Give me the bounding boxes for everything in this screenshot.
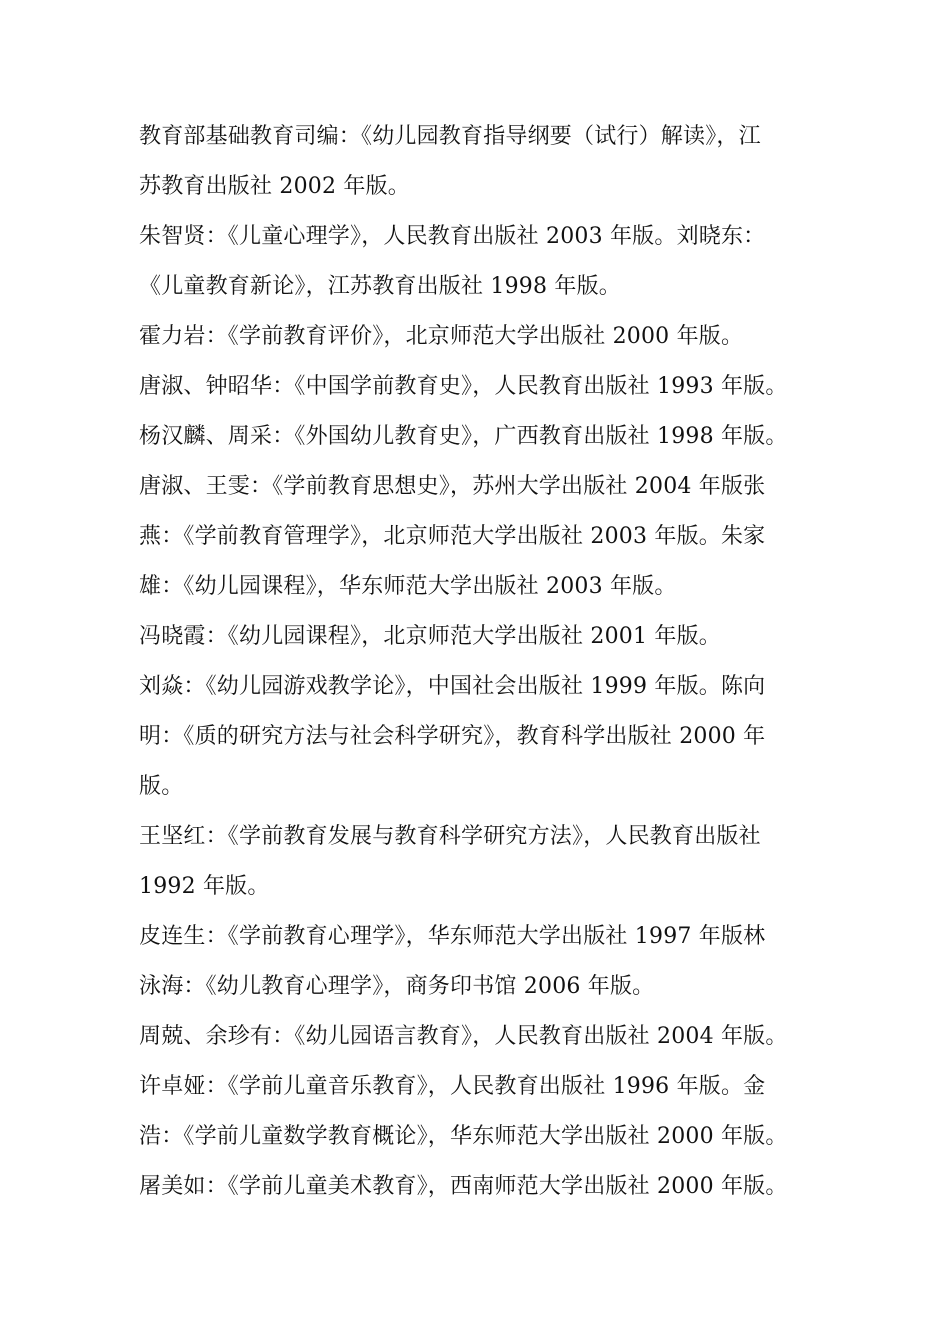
text-line: 许卓娅：《学前儿童音乐教育》，人民教育出版社 1996 年版。金 [139, 1074, 766, 1099]
text-line: 燕：《学前教育管理学》，北京师范大学出版社 2003 年版。朱家 [139, 524, 766, 549]
text-line: 周兢、余珍有：《幼儿园语言教育》，人民教育出版社 2004 年版。 [139, 1024, 788, 1049]
text-line: 朱智贤：《儿童心理学》，人民教育出版社 2003 年版。刘晓东： [139, 224, 766, 249]
text-line: 《儿童教育新论》，江苏教育出版社 1998 年版。 [139, 274, 621, 299]
text-line: 雄：《幼儿园课程》，华东师范大学出版社 2003 年版。 [139, 574, 677, 599]
text-line: 杨汉麟、周采：《外国幼儿教育史》，广西教育出版社 1998 年版。 [139, 424, 788, 449]
text-line: 唐淑、王雯：《学前教育思想史》，苏州大学出版社 2004 年版张 [139, 474, 766, 499]
text-line: 1992 年版。 [139, 874, 270, 899]
text-line: 教育部基础教育司编：《幼儿园教育指导纲要（试行）解读》，江 [139, 124, 761, 149]
text-line: 屠美如：《学前儿童美术教育》，西南师范大学出版社 2000 年版。 [139, 1174, 788, 1199]
text-line: 唐淑、钟昭华：《中国学前教育史》，人民教育出版社 1993 年版。 [139, 374, 788, 399]
text-line: 王坚红：《学前教育发展与教育科学研究方法》，人民教育出版社 [139, 824, 761, 849]
text-line: 泳海：《幼儿教育心理学》，商务印书馆 2006 年版。 [139, 974, 655, 999]
reference-list [139, 112, 829, 1212]
text-line: 版。 [139, 774, 184, 799]
text-line: 皮连生：《学前教育心理学》，华东师范大学出版社 1997 年版林 [139, 924, 766, 949]
text-line: 浩：《学前儿童数学教育概论》，华东师范大学出版社 2000 年版。 [139, 1124, 788, 1149]
text-line: 刘焱：《幼儿园游戏教学论》，中国社会出版社 1999 年版。陈向 [139, 674, 766, 699]
text-line: 霍力岩：《学前教育评价》，北京师范大学出版社 2000 年版。 [139, 324, 744, 349]
text-line: 明：《质的研究方法与社会科学研究》，教育科学出版社 2000 年 [139, 724, 766, 749]
text-line: 冯晓霞：《幼儿园课程》，北京师范大学出版社 2001 年版。 [139, 624, 721, 649]
text-line: 苏教育出版社 2002 年版。 [139, 174, 410, 199]
